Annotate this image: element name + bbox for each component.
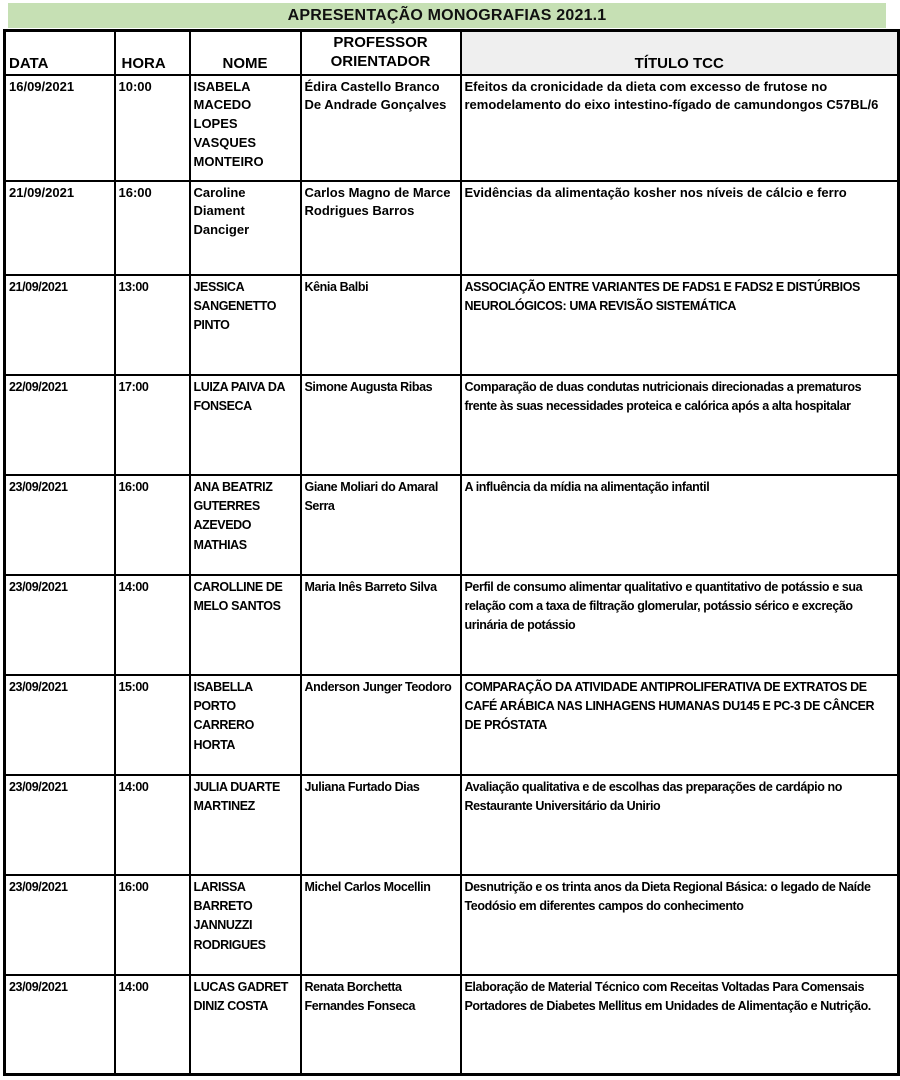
- column-header-professor-orientador: PROFESSOR ORIENTADOR: [301, 31, 461, 75]
- cell-orientador: Anderson Junger Teodoro: [301, 675, 461, 775]
- cell-hora: 14:00: [115, 975, 190, 1075]
- cell-nome: LUIZA PAIVA DA FONSECA: [190, 375, 301, 475]
- cell-nome: ANA BEATRIZ GUTERRES AZEVEDO MATHIAS: [190, 475, 301, 575]
- cell-hora: 14:00: [115, 575, 190, 675]
- cell-titulo: Comparação de duas condutas nutricionais direcionadas a prematuros frente às suas necessidades proteica e calórica após a alta hospitalar: [461, 375, 899, 475]
- column-header-titulo-tcc: TÍTULO TCC: [461, 31, 899, 75]
- cell-nome: Caroline Diament Danciger: [190, 181, 301, 275]
- cell-orientador: Édira Castello Branco De Andrade Gonçalves: [301, 75, 461, 181]
- cell-orientador: Maria Inês Barreto Silva: [301, 575, 461, 675]
- cell-orientador: Carlos Magno de Marce Rodrigues Barros: [301, 181, 461, 275]
- cell-hora: 16:00: [115, 181, 190, 275]
- cell-data: 23/09/2021: [5, 875, 115, 975]
- column-header-hora: HORA: [115, 31, 190, 75]
- table-row: [5, 575, 899, 675]
- cell-nome: JESSICA SANGENETTO PINTO: [190, 275, 301, 375]
- cell-titulo: Evidências da alimentação kosher nos níveis de cálcio e ferro: [461, 181, 899, 275]
- cell-data: 16/09/2021: [5, 75, 115, 181]
- cell-data: 23/09/2021: [5, 675, 115, 775]
- cell-data: 23/09/2021: [5, 575, 115, 675]
- cell-nome: LARISSA BARRETO JANNUZZI RODRIGUES: [190, 875, 301, 975]
- cell-orientador: Giane Moliari do Amaral Serra: [301, 475, 461, 575]
- cell-hora: 14:00: [115, 775, 190, 875]
- monografias-table: [3, 29, 900, 1076]
- header-row: [5, 31, 899, 75]
- cell-orientador: Michel Carlos Mocellin: [301, 875, 461, 975]
- cell-titulo: Avaliação qualitativa e de escolhas das preparações de cardápio no Restaurante Universitário da Unirio: [461, 775, 899, 875]
- cell-nome: JULIA DUARTE MARTINEZ: [190, 775, 301, 875]
- cell-data: 23/09/2021: [5, 775, 115, 875]
- cell-orientador: Kênia Balbi: [301, 275, 461, 375]
- table-row: [5, 275, 899, 375]
- table-body: [5, 75, 899, 1075]
- table-row: [5, 975, 899, 1075]
- table-row: [5, 875, 899, 975]
- cell-hora: 15:00: [115, 675, 190, 775]
- table-row: [5, 775, 899, 875]
- table-row: [5, 75, 899, 181]
- cell-titulo: ASSOCIAÇÃO ENTRE VARIANTES DE FADS1 E FADS2 E DISTÚRBIOS NEUROLÓGICOS: UMA REVISÃO SISTEMÁTICA: [461, 275, 899, 375]
- cell-hora: 16:00: [115, 475, 190, 575]
- cell-orientador: Simone Augusta Ribas: [301, 375, 461, 475]
- cell-hora: 16:00: [115, 875, 190, 975]
- cell-orientador: Renata Borchetta Fernandes Fonseca: [301, 975, 461, 1075]
- cell-data: 22/09/2021: [5, 375, 115, 475]
- cell-titulo: Desnutrição e os trinta anos da Dieta Regional Básica: o legado de Naíde Teodósio em diferentes campos do conhecimento: [461, 875, 899, 975]
- cell-nome: ISABELLA PORTO CARRERO HORTA: [190, 675, 301, 775]
- cell-data: 23/09/2021: [5, 975, 115, 1075]
- table-row: [5, 375, 899, 475]
- cell-data: 23/09/2021: [5, 475, 115, 575]
- cell-orientador: Juliana Furtado Dias: [301, 775, 461, 875]
- cell-hora: 13:00: [115, 275, 190, 375]
- table-row: [5, 181, 899, 275]
- cell-data: 21/09/2021: [5, 181, 115, 275]
- cell-titulo: Efeitos da cronicidade da dieta com excesso de frutose no remodelamento do eixo intestino-fígado de camundongos C57BL/6: [461, 75, 899, 181]
- page-title: APRESENTAÇÃO MONOGRAFIAS 2021.1: [8, 3, 886, 28]
- cell-nome: ISABELA MACEDO LOPES VASQUES MONTEIRO: [190, 75, 301, 181]
- cell-hora: 17:00: [115, 375, 190, 475]
- cell-titulo: A influência da mídia na alimentação infantil: [461, 475, 899, 575]
- cell-titulo: Perfil de consumo alimentar qualitativo e quantitativo de potássio e sua relação com a taxa de filtração glomerular, potássio sérico e excreção urinária de potássio: [461, 575, 899, 675]
- column-header-nome: NOME: [190, 31, 301, 75]
- column-header-data: DATA: [5, 31, 115, 75]
- cell-nome: LUCAS GADRET DINIZ COSTA: [190, 975, 301, 1075]
- cell-nome: CAROLLINE DE MELO SANTOS: [190, 575, 301, 675]
- table-row: [5, 675, 899, 775]
- table-row: [5, 475, 899, 575]
- cell-hora: 10:00: [115, 75, 190, 181]
- cell-data: 21/09/2021: [5, 275, 115, 375]
- cell-titulo: Elaboração de Material Técnico com Receitas Voltadas Para Comensais Portadores de Diabetes Mellitus em Unidades de Alimentação e Nutrição.: [461, 975, 899, 1075]
- cell-titulo: COMPARAÇÃO DA ATIVIDADE ANTIPROLIFERATIVA DE EXTRATOS DE CAFÉ ARÁBICA NAS LINHAGENS HUMANAS DU145 E PC-3 DE CÂNCER DE PRÓSTATA: [461, 675, 899, 775]
